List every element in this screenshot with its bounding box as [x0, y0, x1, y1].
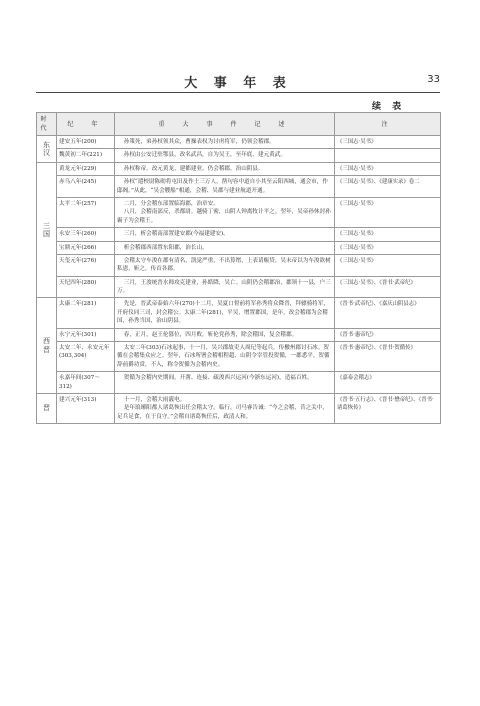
- table-row: [37, 342, 441, 372]
- event-text: 先是，晋武帝泰始六年(270)十二月，吴夏口督前将军孙秀将众降晋，拜骠骑将军，开府仪同三司，封会稽公。太康二年(281)，平吴，增置郡国，是年，改会稽郡为会稽国，孙秀当国，治山阴县。: [117, 301, 329, 325]
- era-char: 国: [43, 230, 50, 239]
- event-text: 二月，分会稽东部置临海郡，治章安。: [123, 200, 219, 207]
- event-text: 析会稽郡西部置东阳郡，治长山。: [123, 244, 208, 251]
- column-header: 纪 年: [57, 113, 115, 136]
- year-cell: 太康二年(281): [57, 298, 115, 328]
- page-title: 大 事 年 表: [184, 76, 292, 91]
- event-cell: [115, 342, 335, 372]
- table-row: [37, 136, 441, 149]
- year-cell: 赤乌八年(245): [57, 176, 115, 198]
- table-row: [37, 276, 441, 298]
- event-text: 春，正月，赵王伦篡位，四月败。斩伦党孙秀，除会稽国，复会稽郡。: [123, 331, 298, 338]
- era-cell: [37, 298, 57, 394]
- event-text: 三月，析会稽南部置建安郡(今福建建安)。: [123, 231, 229, 238]
- column-header: 重 大 事 件 记 述: [115, 113, 335, 136]
- table-row: [37, 228, 441, 241]
- event-cell: [115, 162, 335, 175]
- table-row: [37, 298, 441, 328]
- era-char: 三: [43, 221, 50, 230]
- event-text: 三月，王浚统晋水师攻克建业，孙皓降，吴亡。山阴仍会稽郡治，郡领十一县，户三万。: [117, 279, 331, 295]
- source-cell: 《晋书·惠帝纪》、《晋书·贺循传》: [335, 342, 441, 372]
- year-cell: 天玺元年(276): [57, 254, 115, 276]
- source-cell: 《三国志·吴书》: [335, 241, 441, 254]
- event-cell: [115, 228, 335, 241]
- source-cell: 《晋书·惠帝纪》: [335, 328, 441, 341]
- event-cell: [115, 136, 335, 149]
- table-row: [37, 393, 441, 423]
- era-char: 汉: [43, 148, 50, 157]
- event-text: 十一月，会稽大雨霰电。: [123, 396, 186, 403]
- event-cell: [115, 149, 335, 162]
- event-cell: [115, 393, 335, 423]
- continued-label: 续 表: [372, 102, 406, 112]
- event-cell: [115, 241, 335, 254]
- table-row: [37, 176, 441, 198]
- year-cell: 建安五年(200): [57, 136, 115, 149]
- year-cell: 永宁元年(301): [57, 328, 115, 341]
- table-row: [37, 241, 441, 254]
- event-cell: [115, 328, 335, 341]
- era-char: 西: [43, 337, 50, 346]
- year-cell: 宝鼎元年(266): [57, 241, 115, 254]
- column-header: 注: [335, 113, 441, 136]
- year-cell: 太安二年、永安元年(303,304): [57, 342, 115, 372]
- source-cell: 《晋书·武帝纪》、《嘉庆山阴县志》: [335, 298, 441, 328]
- event-text: 会稽太守车浚在郡有清名，凯觉严重，不出算缗，上表请赈贷。吴末帝以为车浚欲树私恩，斩之，传首各郡。: [117, 257, 331, 273]
- year-cell: 天纪四年(280): [57, 276, 115, 298]
- source-cell: 《三国志·吴书》: [335, 197, 441, 227]
- table-row: [37, 372, 441, 394]
- column-header: 时代: [37, 113, 57, 136]
- table-header-row: [37, 113, 441, 136]
- event-cell: [115, 197, 335, 227]
- event-text: 八月，会稽南部反，杀都尉。越骑丁密，山阴人钟离牧计平之。翌年，吴帝孙休封孙霸子为会稽王。: [117, 209, 331, 224]
- year-cell: 黄龙元年(229): [57, 162, 115, 175]
- era-cell: [37, 393, 57, 423]
- year-cell: 永嘉年间(307～312): [57, 372, 115, 394]
- era-char: 东: [43, 140, 50, 149]
- source-cell: 《三国志·吴书》: [335, 136, 441, 149]
- event-text: 孙策死，弟孙权领其众，曹操表权为讨虏将军，仍领会稽郡。: [123, 139, 275, 145]
- event-text: 贺循为会稽内史期间，开凿、连接、疏浚西兴运河(今浙东运河)，造福百姓。: [123, 375, 313, 382]
- event-text: 孙权“遣校尉陈勋将屯田及作士三万人，凿句容中道自小其至云阳西城，通会市，作邸阁。”从此，“吴会艘船”相通，会稽、吴郡与建业航道开通。: [117, 179, 328, 194]
- source-cell: 《三国志·吴书》、《晋书·武帝纪》: [335, 276, 441, 298]
- event-text: 孙权称帝，改元黄龙，建都建业。仍会稽郡，治山阴县。: [123, 165, 264, 172]
- event-cell: [115, 254, 335, 276]
- event-cell: [115, 298, 335, 328]
- source-cell: 《晋书·五行志》、《晋书·懋帝纪》、《晋书·诸葛恢传》: [335, 393, 441, 423]
- event-cell: [115, 276, 335, 298]
- source-cell: 《三国志·吴书》: [335, 254, 441, 276]
- year-cell: 建兴元年(313): [57, 393, 115, 423]
- table-row: [37, 149, 441, 162]
- year-cell: 太平二年(257): [57, 197, 115, 227]
- era-cell: [37, 162, 57, 298]
- event-text: 太安二年(303)石冰起事，十一月，吴兴郡故吏人周玘等起兵，传檄州郡讨石冰。贺循在会稽集众应之。翌年，石冰所署会稽相程超、山阴令宰管投贺循，一郡悉平。贺循辞前爵功赏，不入，称令贺循为会稽内史。: [117, 345, 330, 368]
- table-row: [37, 328, 441, 341]
- year-cell: 魏黄初二年(221): [57, 149, 115, 162]
- year-cell: 永安三年(260): [57, 228, 115, 241]
- header-rule: [36, 92, 440, 93]
- page-number: 33: [427, 74, 440, 85]
- table-row: [37, 197, 441, 227]
- era-cell: [37, 136, 57, 163]
- source-cell: [335, 149, 441, 162]
- source-cell: 《嘉泰会稽志》: [335, 372, 441, 394]
- event-text: 是年琅琊阳都人诸葛恢出任会稽太守。临行，司马睿告诫：“今之会稽，昔之关中，足兵足食，在于良守。”会稽自诸葛恢任后，政清人和。: [117, 405, 328, 420]
- source-cell: 《三国志·吴书》、《建康实录》卷二: [335, 176, 441, 198]
- event-cell: [115, 176, 335, 198]
- era-char: 晋: [43, 345, 50, 354]
- event-cell: [115, 372, 335, 394]
- source-cell: 《三国志·吴书》: [335, 228, 441, 241]
- table-row: [37, 254, 441, 276]
- table-row: [37, 162, 441, 175]
- event-text: 孙权由公安迁驻鄂县，改名武昌，自为吴王，至年底，建元黄武。: [123, 152, 286, 159]
- era-char: 晋: [43, 404, 50, 413]
- source-cell: 《三国志·吴书》: [335, 162, 441, 175]
- page-header: [36, 70, 440, 90]
- chronology-table: [36, 112, 441, 424]
